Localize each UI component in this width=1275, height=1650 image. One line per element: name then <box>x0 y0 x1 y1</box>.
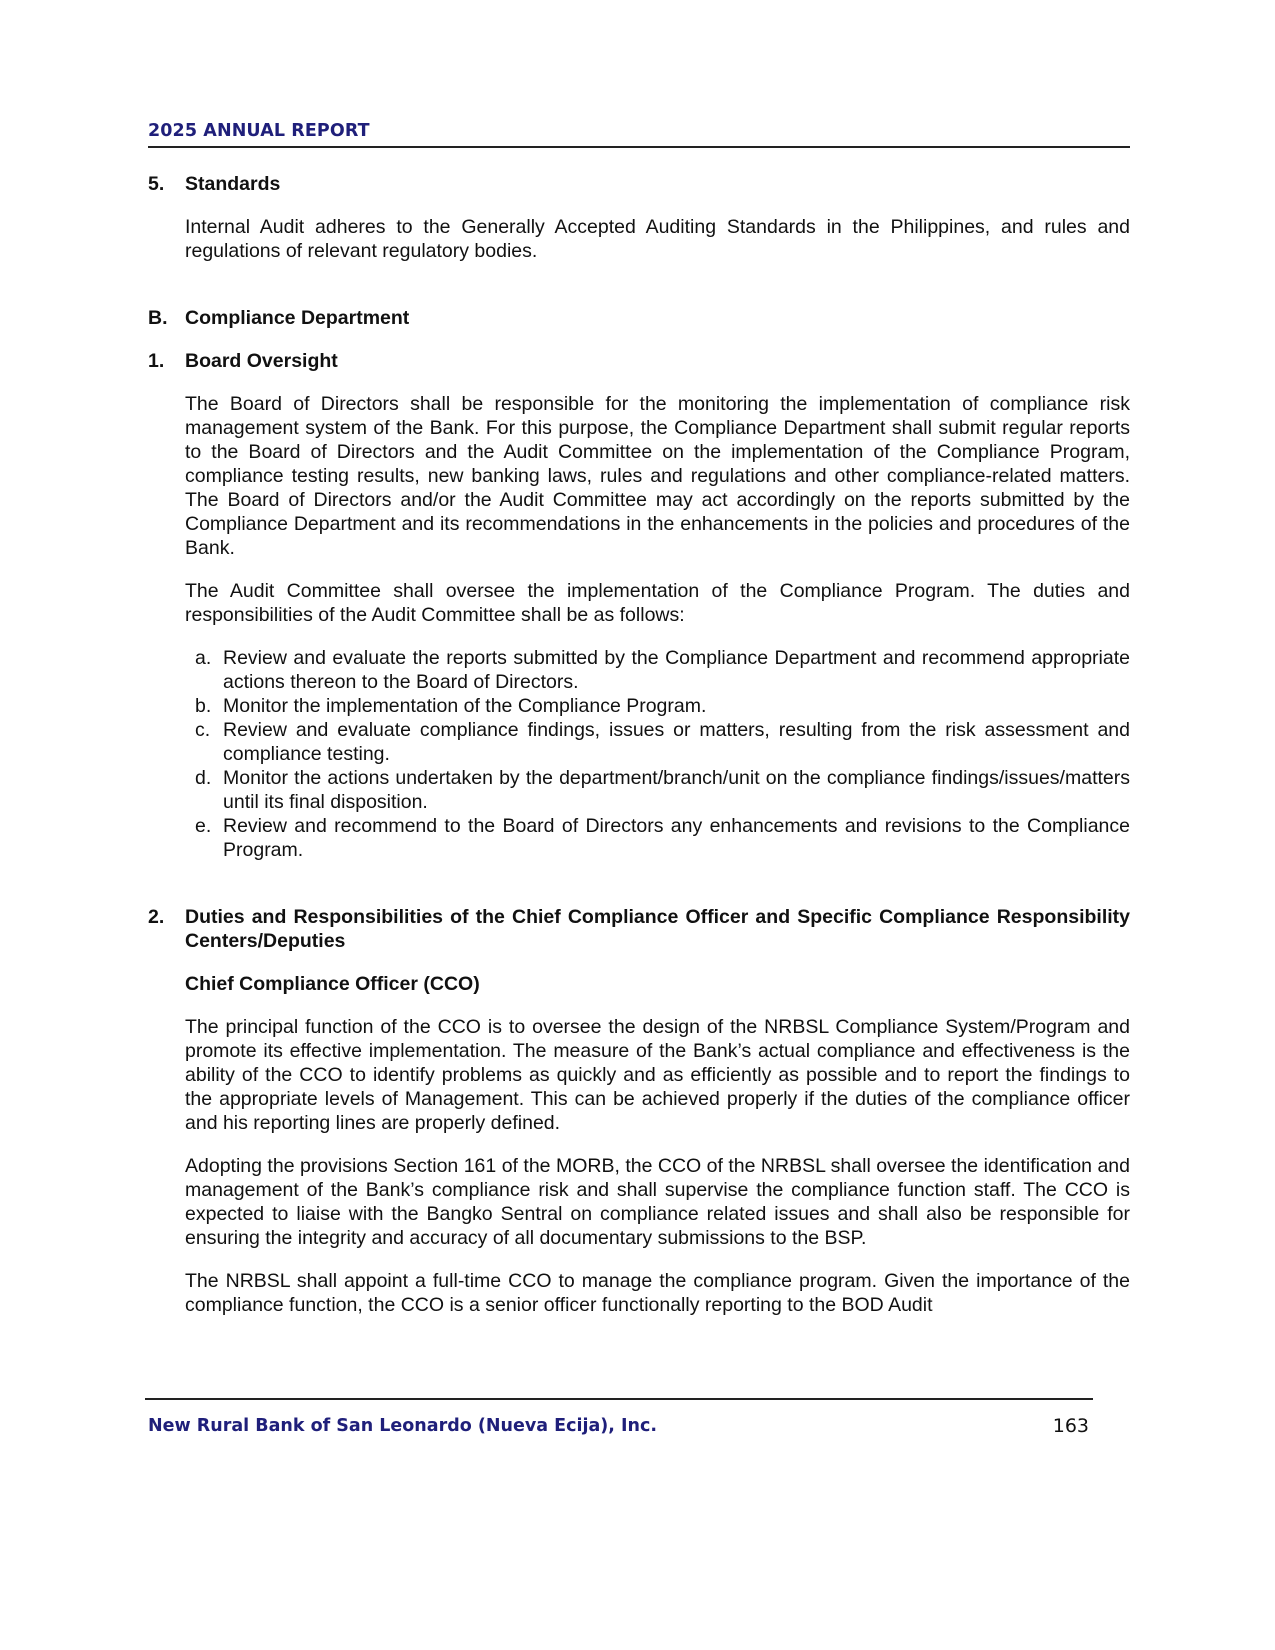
section-number: 2. <box>148 906 165 928</box>
standards-paragraph: Internal Audit adheres to the Generally Accepted Auditing Standards in the Philippines, and rules and regulations of relevant regulatory bodies. <box>185 216 1130 262</box>
list-item-text: Monitor the actions undertaken by the department/branch/unit on the compliance findings/issues/matters until its final disposition. <box>223 767 1130 813</box>
list-item <box>185 814 1130 862</box>
list-item-text: Review and recommend to the Board of Directors any enhancements and revisions to the Compliance Program. <box>223 815 1130 861</box>
section-title: Standards <box>185 173 281 195</box>
section-heading-duties <box>148 905 1130 953</box>
section-heading-compliance <box>148 306 1130 330</box>
section-heading-board-oversight <box>148 349 1130 373</box>
list-item-text: Monitor the implementation of the Compliance Program. <box>223 695 707 717</box>
list-item <box>185 694 1130 718</box>
list-item-text: Review and evaluate compliance findings, issues or matters, resulting from the risk assessment and compliance testing. <box>223 719 1130 765</box>
page-header <box>148 121 1130 148</box>
cco-subheading: Chief Compliance Officer (CCO) <box>185 973 480 995</box>
section-title: Board Oversight <box>185 350 338 372</box>
page-content <box>148 172 1130 1317</box>
cco-paragraph-1: The principal function of the CCO is to oversee the design of the NRBSL Compliance System/Program and promote its effective implementation. The measure of the Bank’s actual compliance and effectiveness is the ability of the CCO to identify problems as quickly and as efficiently as possible and to report the findings to the appropriate levels of Management. This can be achieved properly if the duties of the compliance officer and his reporting lines are properly defined. <box>185 1016 1130 1134</box>
section-title: Duties and Responsibilities of the Chief Compliance Officer and Specific Compliance Responsibility Centers/Deputies <box>185 906 1130 952</box>
board-oversight-paragraph-1: The Board of Directors shall be responsible for the monitoring the implementation of compliance risk management system of the Bank. For this purpose, the Compliance Department shall submit regular reports to the Board of Directors and the Audit Committee on the implementation of the Compliance Program, compliance testing results, new banking laws, rules and regulations and other compliance-related matters. The Board of Directors and/or the Audit Committee may act accordingly on the reports submitted by the Compliance Department and its recommendations in the enhancements in the policies and procedures of the Bank. <box>185 393 1130 559</box>
list-item-text: Review and evaluate the reports submitted by the Compliance Department and recommend appropriate actions thereon to the Board of Directors. <box>223 647 1130 693</box>
section-number: 1. <box>148 350 165 372</box>
cco-paragraph-3: The NRBSL shall appoint a full-time CCO to manage the compliance program. Given the importance of the compliance function, the CCO is a senior officer functionally reporting to the BOD Audit <box>185 1270 1130 1316</box>
footer-bank-name: New Rural Bank of San Leonardo (Nueva Ecija), Inc. <box>148 1416 657 1436</box>
page-footer <box>145 1398 1093 1437</box>
list-item <box>185 718 1130 766</box>
section-number: 5. <box>148 173 165 195</box>
list-marker: c. <box>195 719 211 741</box>
section-letter: B. <box>148 307 168 329</box>
section-title: Compliance Department <box>185 307 410 329</box>
list-marker: e. <box>195 815 212 837</box>
list-marker: b. <box>195 695 212 717</box>
list-item <box>185 646 1130 694</box>
cco-paragraph-2: Adopting the provisions Section 161 of the MORB, the CCO of the NRBSL shall oversee the identification and management of the Bank’s compliance risk and shall supervise the compliance function staff. The CCO is expected to liaise with the Bangko Sentral on compliance related issues and shall also be responsible for ensuring the integrity and accuracy of all documentary submissions to the BSP. <box>185 1155 1130 1249</box>
page-number: 163 <box>1052 1415 1089 1437</box>
board-oversight-paragraph-2: The Audit Committee shall oversee the implementation of the Compliance Program. The duties and responsibilities of the Audit Committee shall be as follows: <box>185 580 1130 626</box>
list-marker: a. <box>195 647 212 669</box>
section-heading-standards <box>148 172 1130 196</box>
list-item <box>185 766 1130 814</box>
report-title: 2025 ANNUAL REPORT <box>148 121 370 141</box>
audit-committee-duties-list <box>185 646 1130 862</box>
list-marker: d. <box>195 767 212 789</box>
